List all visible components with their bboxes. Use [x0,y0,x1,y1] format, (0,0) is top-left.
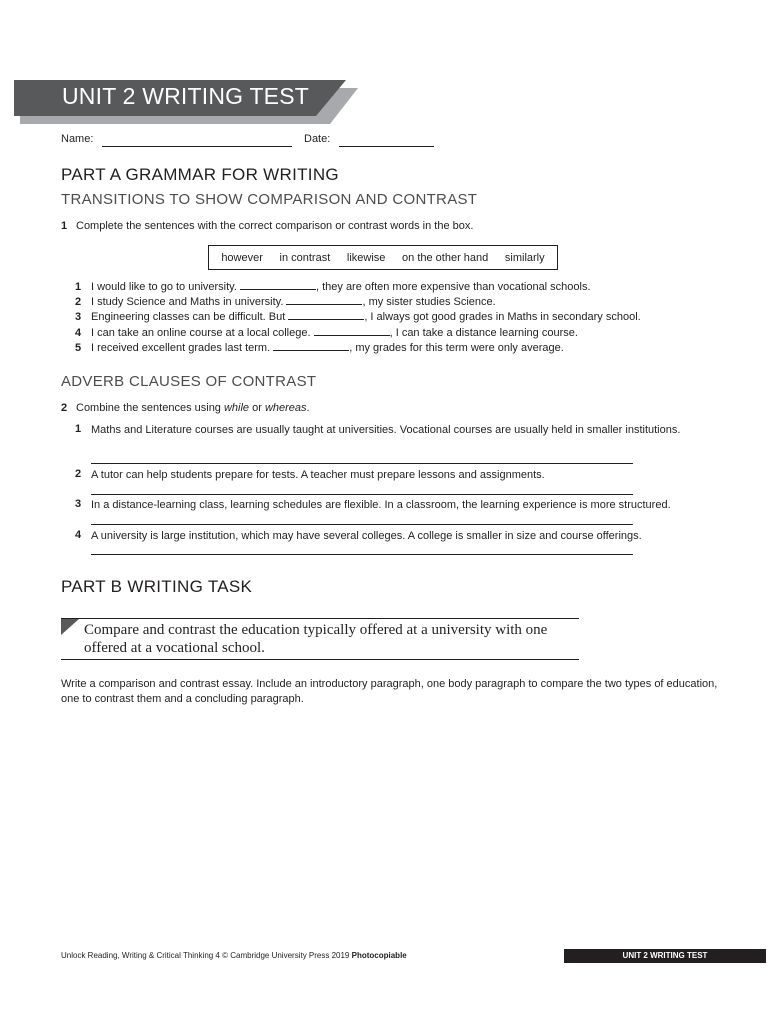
instruction-text-mid: or [249,402,265,414]
item-text-after: , my grades for this term were only average. [349,342,564,354]
writing-task-box [61,618,579,660]
instruction-text: Complete the sentences with the correct comparison or contrast words in the box. [76,220,474,232]
item-text-after: , they are often more expensive than vocational schools. [315,281,591,293]
item-number: 1 [75,281,82,293]
item-text: In a distance-learning class, learning schedules are flexible. In a classroom, the learning experience is more structured. [91,499,671,511]
item-number: 1 [75,423,82,435]
answer-line[interactable] [91,554,633,555]
question-number: 1 [61,220,68,232]
item-number: 2 [75,296,82,308]
word-box [208,245,558,270]
footer-tab [564,949,766,963]
instruction-word-while: while [223,402,250,414]
word-box-item: likewise [346,251,386,264]
header-banner [0,80,360,124]
item-text: A university is large institution, which may have several colleges. A college is smaller in size and course offerings. [91,530,642,542]
question-2-instruction [61,402,310,414]
instruction-text: Combine the sentences using [76,402,224,414]
item-text-before: I study Science and Maths in university. [91,296,284,308]
answer-blank[interactable] [288,311,364,320]
writing-task-prompt: Compare and contrast the education typically offered at a university with one offered at a vocational school. [84,622,548,656]
question-number: 2 [61,402,68,414]
writing-instructions: Write a comparison and contrast essay. Include an introductory paragraph, one body paragraph to compare the two types of education, one to contrast them and a concluding paragraph. [61,678,718,705]
list-item [75,281,591,293]
footer-credit-text: Unlock Reading, Writing & Critical Thinking 4 © Cambridge University Press 2019 [61,951,350,960]
word-box-item: on the other hand [402,251,489,264]
footer-credit [61,951,407,960]
part-a-subtitle: TRANSITIONS TO SHOW COMPARISON AND CONTRAST [61,191,478,208]
name-label: Name: [61,133,94,145]
item-text: Maths and Literature courses are usually taught at universities. Vocational courses are usually held in smaller institutions. [91,424,681,436]
triangle-icon [61,619,79,635]
item-text: A tutor can help students prepare for tests. A teacher must prepare lessons and assignments. [91,469,545,481]
item-number: 2 [75,468,82,480]
item-text-before: Engineering classes can be difficult. But [91,311,286,323]
word-box-item: similarly [504,251,545,264]
list-item [75,327,578,339]
item-text-after: , I can take a distance learning course. [389,327,578,339]
list-item [75,311,641,323]
item-text-before: I can take an online course at a local college. [91,327,311,339]
answer-blank[interactable] [273,342,349,351]
answer-blank[interactable] [240,281,316,290]
page-title: UNIT 2 WRITING TEST [62,83,310,109]
item-text-before: I would like to go to university. [91,281,237,293]
list-item [75,342,564,354]
item-number: 4 [75,529,82,541]
name-field[interactable] [102,146,292,147]
instruction-word-whereas: whereas [264,402,307,414]
answer-line[interactable] [91,524,633,525]
item-number: 5 [75,342,82,354]
photocopiable-label: Photocopiable [351,951,407,960]
item-text-after: , my sister studies Science. [362,296,496,308]
answer-blank[interactable] [314,327,390,336]
part-b-title: PART B WRITING TASK [61,577,253,596]
word-box-item: in contrast [279,251,331,264]
date-label: Date: [304,133,331,145]
footer-tab-label: UNIT 2 WRITING TEST [622,951,708,960]
part-a-subtitle-2: ADVERB CLAUSES OF CONTRAST [61,373,317,390]
word-box-item: however [221,251,263,264]
item-text-before: I received excellent grades last term. [91,342,271,354]
instruction-text-end: . [306,402,310,414]
answer-line[interactable] [91,463,633,464]
item-number: 3 [75,498,82,510]
date-field[interactable] [339,146,434,147]
list-item [75,296,496,308]
item-text-after: , I always got good grades in Maths in secondary school. [364,311,641,323]
answer-blank[interactable] [286,296,362,305]
item-number: 3 [75,311,82,323]
item-number: 4 [75,327,82,339]
question-1-instruction [61,220,473,232]
answer-line[interactable] [91,494,633,495]
part-a-title: PART A GRAMMAR FOR WRITING [61,165,339,184]
